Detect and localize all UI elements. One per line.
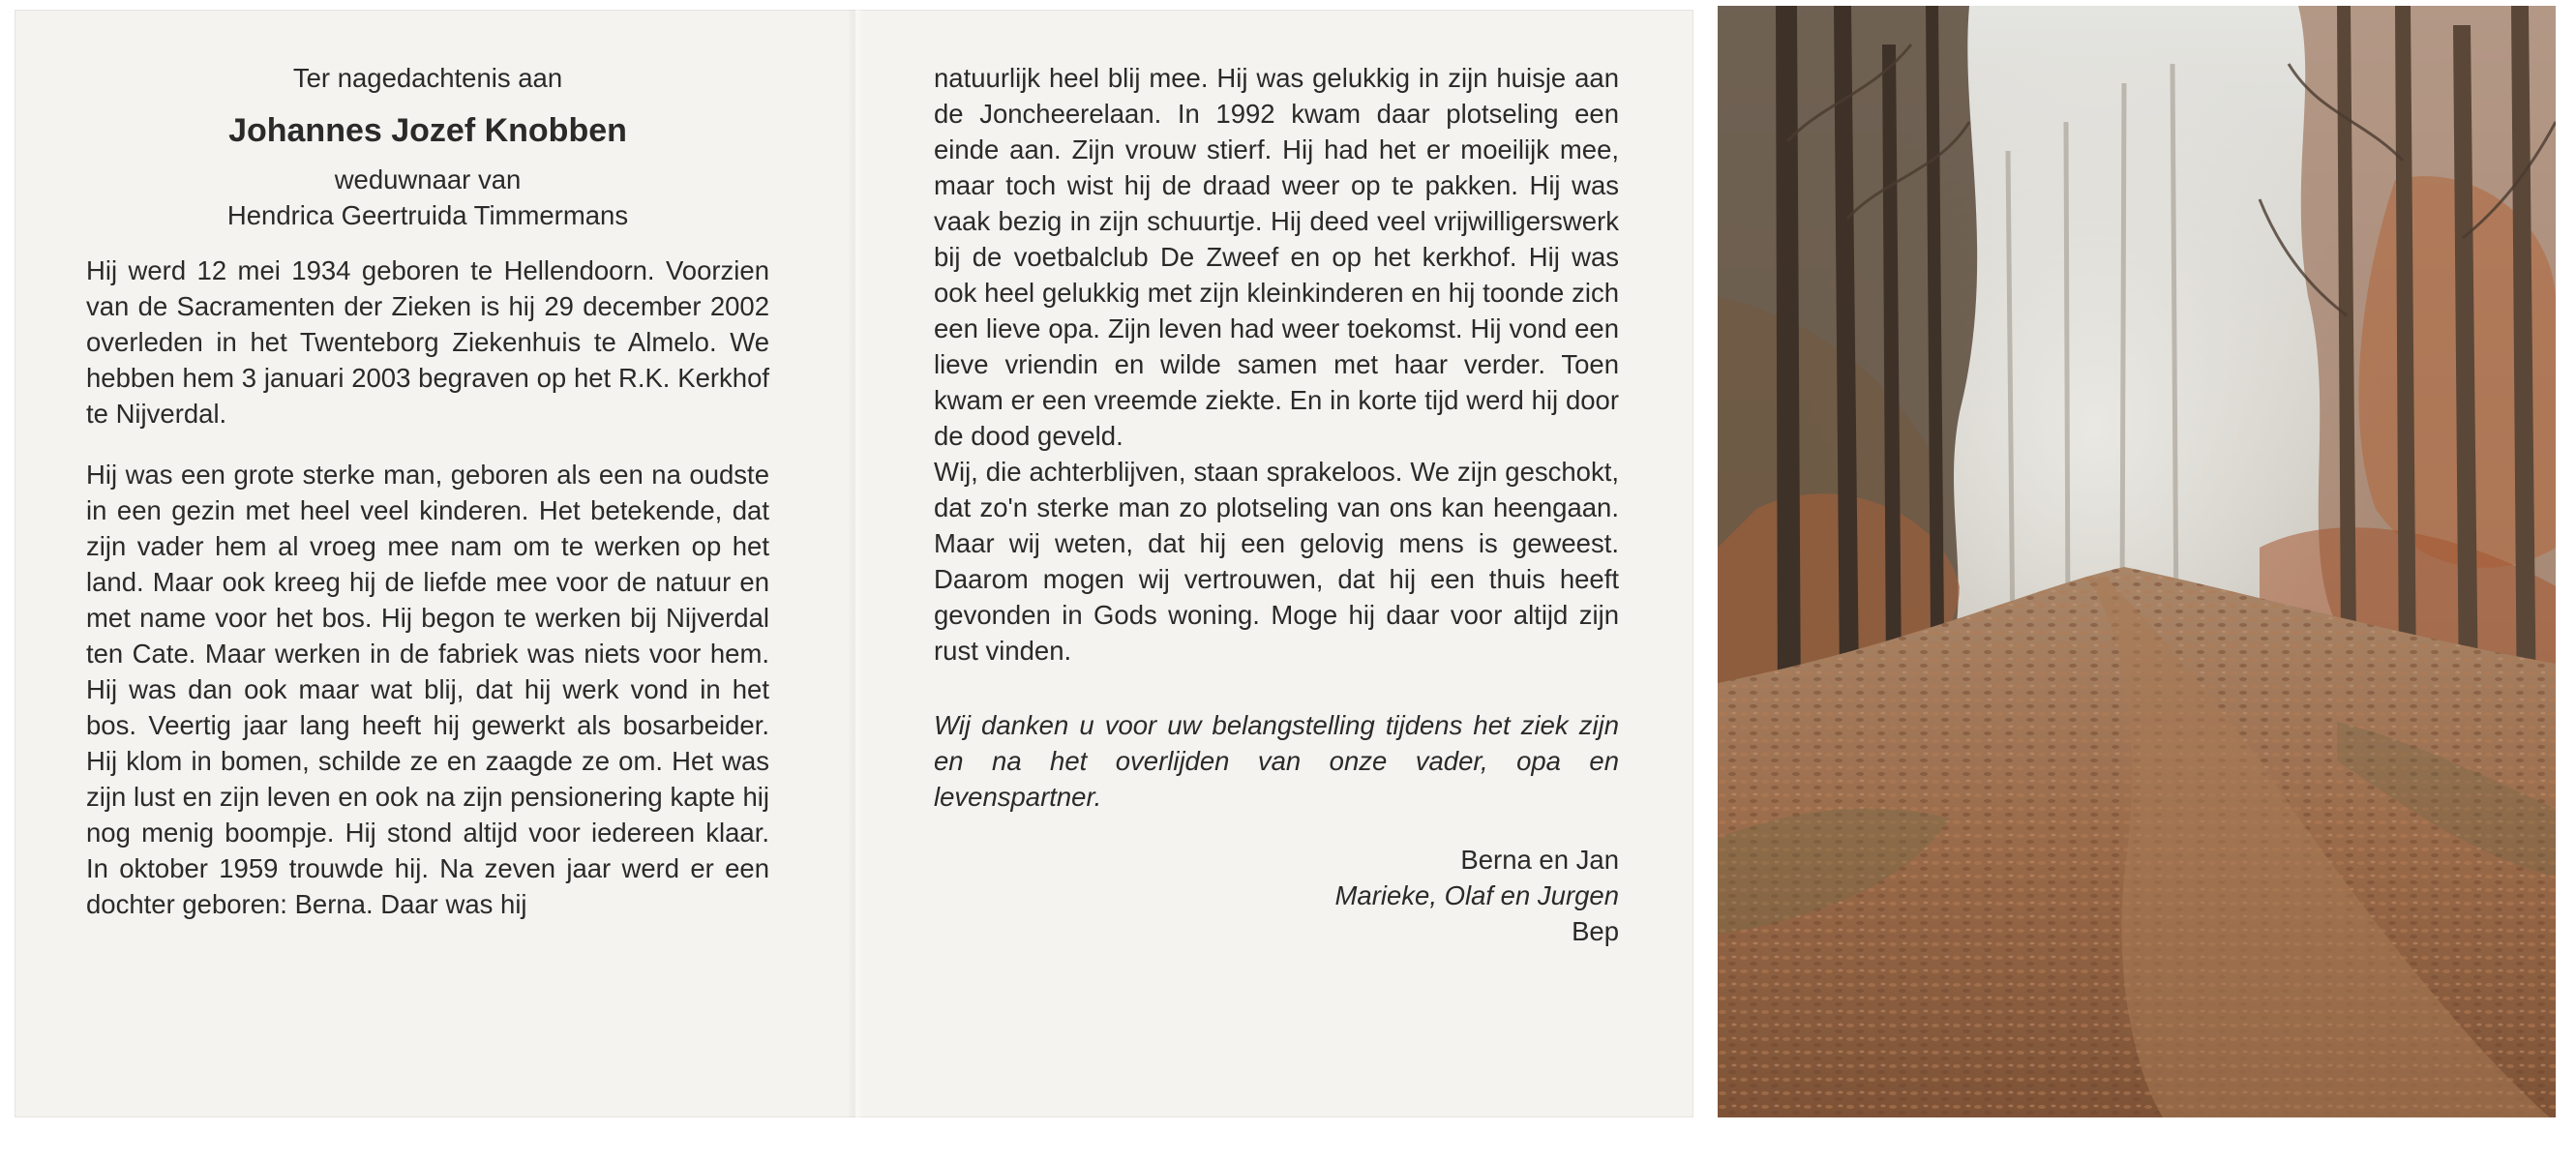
signature-block — [934, 842, 1619, 949]
right-page — [934, 10, 1619, 949]
spouse-name: Hendrica Geertruida Timmermans — [226, 200, 629, 230]
biography-paragraph: Hij was een grote sterke man, geboren als een na oudste in een gezin met heel veel kinderen. Het betekende, dat zijn vader hem al vroeg mee nam om te werken op het land. Maar ook kreeg hij de liefde mee voor de natuur en met name voor het bos. Hij begon te werken bij Nijverdal ten Cate. Maar werken in de fabriek was niets voor hem. Hij was dan ook maar wat blij, dat hij werk vond in het bos. Veertig jaar lang heeft hij gewerkt als bosarbeider. Hij klom in bomen, schilde ze en zaagde ze om. Het was zijn lust en zijn leven en ook na zijn pensionering kapte hij nog menig boompje. Hij stond altijd voor iedereen klaar. In oktober 1959 trouwde hij. Na zeven jaar werd er een dochter geboren: Berna. Daar was hij — [86, 460, 769, 919]
signature-line: Marieke, Olaf en Jurgen — [1334, 880, 1619, 910]
deceased-name: Johannes Jozef Knobben — [228, 112, 627, 149]
biography-paragraph: Wij, die achterblijven, staan sprakeloos. We zijn geschokt, dat zo'n sterke man zo plotseling van ons kan heengaan. Maar wij weten, dat hij een gelovig mens is geweest. Daarom mogen wij vertrouwen, dat hij een thuis heeft gevonden in Gods woning. Moge hij daar voor altijd zijn rust vinden. — [934, 457, 1619, 666]
autumn-forest-photo — [1718, 6, 2556, 1117]
signature-line: Berna en Jan — [1460, 845, 1619, 875]
biography-paragraph: natuurlijk heel blij mee. Hij was gelukkig in zijn huisje aan de Joncheerelaan. In 1992 kwam daar plotseling een einde aan. Zijn vrouw stierf. Hij had het er moeilijk mee, maar toch wist hij de draad weer op te pakken. Hij was vaak bezig in zijn schuurtje. Hij deed veel vrijwilligerswerk bij de voetbalclub De Zweef en op het kerkhof. Hij was ook heel gelukkig met zijn kleinkinderen en hij toonde zich een lieve opa. Zijn leven had weer toekomst. Hij vond een lieve vriendin en wilde samen met haar verder. Toen kwam er een vreemde ziekte. En in korte tijd werd hij door de dood geveld. — [934, 63, 1619, 451]
in-memory-heading: Ter nagedachtenis aan — [292, 63, 563, 93]
biography-paragraph: Hij werd 12 mei 1934 geboren te Hellendoorn. Voorzien van de Sacramenten der Zieken is hij 29 december 2002 overleden in het Twenteborg Ziekenhuis te Almelo. We hebben hem 3 januari 2003 begraven op het R.K. Kerkhof te Nijverdal. — [86, 255, 769, 429]
thanks-message: Wij danken u voor uw belangstelling tijdens het ziek zijn en na het overlijden van onze vader, opa en levenspartner. — [934, 710, 1619, 812]
card-fold — [847, 10, 864, 1117]
left-page — [86, 10, 769, 922]
signature-line: Bep — [1572, 916, 1619, 946]
memorial-card — [15, 10, 1693, 1117]
intro-block — [86, 60, 769, 233]
widower-label: weduwnaar van — [334, 164, 522, 194]
